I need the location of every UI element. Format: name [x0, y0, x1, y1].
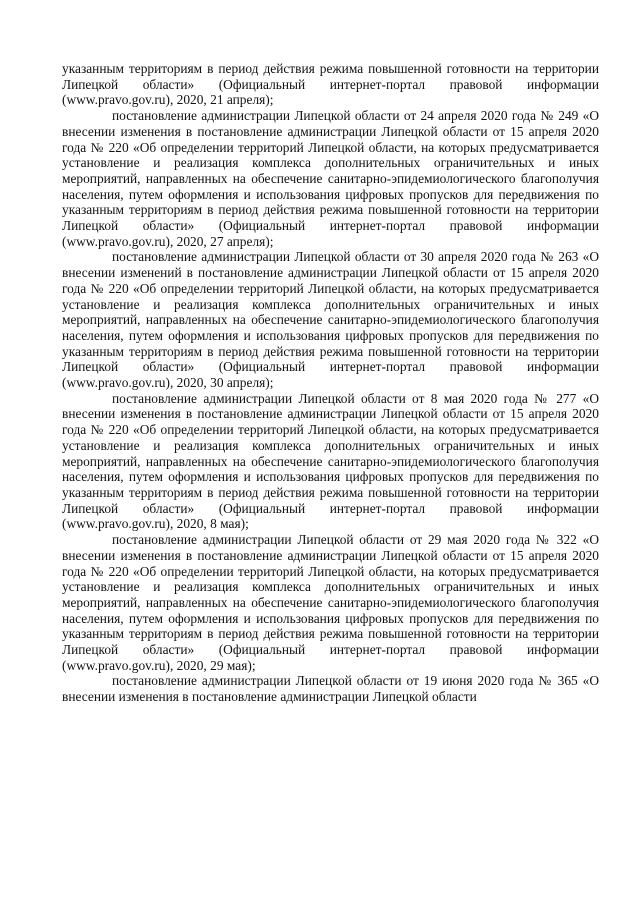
paragraph-resolution-249: постановление администрации Липецкой области от 24 апреля 2020 года № 249 «О внесении изменения в постановление администрации Липецкой области от 15 апреля 2020 года № 220 «Об определении территорий Липецкой области, на которых предусматривается установление и реализация комплекса дополнительных ограничительных и иных мероприятий, направленных на обеспечение санитарно-эпидемиологического благополучия населения, путем оформления и использования цифровых пропусков для передвижения по указанным территориям в период действия режима повышенной готовности на территории Липецкой области» (Официальный интернет-портал правовой информации (www.pravo.gov.ru), 2020, 27 апреля);: [62, 108, 599, 249]
paragraph-resolution-365: постановление администрации Липецкой области от 19 июня 2020 года № 365 «О внесении изменения в постановление администрации Липецкой области: [62, 673, 599, 705]
paragraph-continuation: указанным территориям в период действия режима повышенной готовности на территории Липецкой области» (Официальный интернет-портал правовой информации (www.pravo.gov.ru), 2020, 21 апреля);: [62, 61, 599, 108]
paragraph-resolution-263: постановление администрации Липецкой области от 30 апреля 2020 года № 263 «О внесении изменений в постановление администрации Липецкой области от 15 апреля 2020 года № 220 «Об определении территорий Липецкой области, на которых предусматривается установление и реализация комплекса дополнительных ограничительных и иных мероприятий, направленных на обеспечение санитарно-эпидемиологического благополучия населения, путем оформления и использования цифровых пропусков для передвижения по указанным территориям в период действия режима повышенной готовности на территории Липецкой области» (Официальный интернет-портал правовой информации (www.pravo.gov.ru), 2020, 30 апреля);: [62, 249, 599, 391]
paragraph-resolution-322: постановление администрации Липецкой области от 29 мая 2020 года № 322 «О внесении изменения в постановление администрации Липецкой области от 15 апреля 2020 года № 220 «Об определении территорий Липецкой области, на которых предусматривается установление и реализация комплекса дополнительных ограничительных и иных мероприятий, направленных на обеспечение санитарно-эпидемиологического благополучия населения, путем оформления и использования цифровых пропусков для передвижения по указанным территориям в период действия режима повышенной готовности на территории Липецкой области» (Официальный интернет-портал правовой информации (www.pravo.gov.ru), 2020, 29 мая);: [62, 532, 599, 673]
paragraph-resolution-277: постановление администрации Липецкой области от 8 мая 2020 года № 277 «О внесении изменения в постановление администрации Липецкой области от 15 апреля 2020 года № 220 «Об определении территорий Липецкой области, на которых предусматривается установление и реализация комплекса дополнительных ограничительных и иных мероприятий, направленных на обеспечение санитарно-эпидемиологического благополучия населения, путем оформления и использования цифровых пропусков для передвижения по указанным территориям в период действия режима повышенной готовности на территории Липецкой области» (Официальный интернет-портал правовой информации (www.pravo.gov.ru), 2020, 8 мая);: [62, 390, 599, 532]
document-page: [62, 61, 599, 705]
